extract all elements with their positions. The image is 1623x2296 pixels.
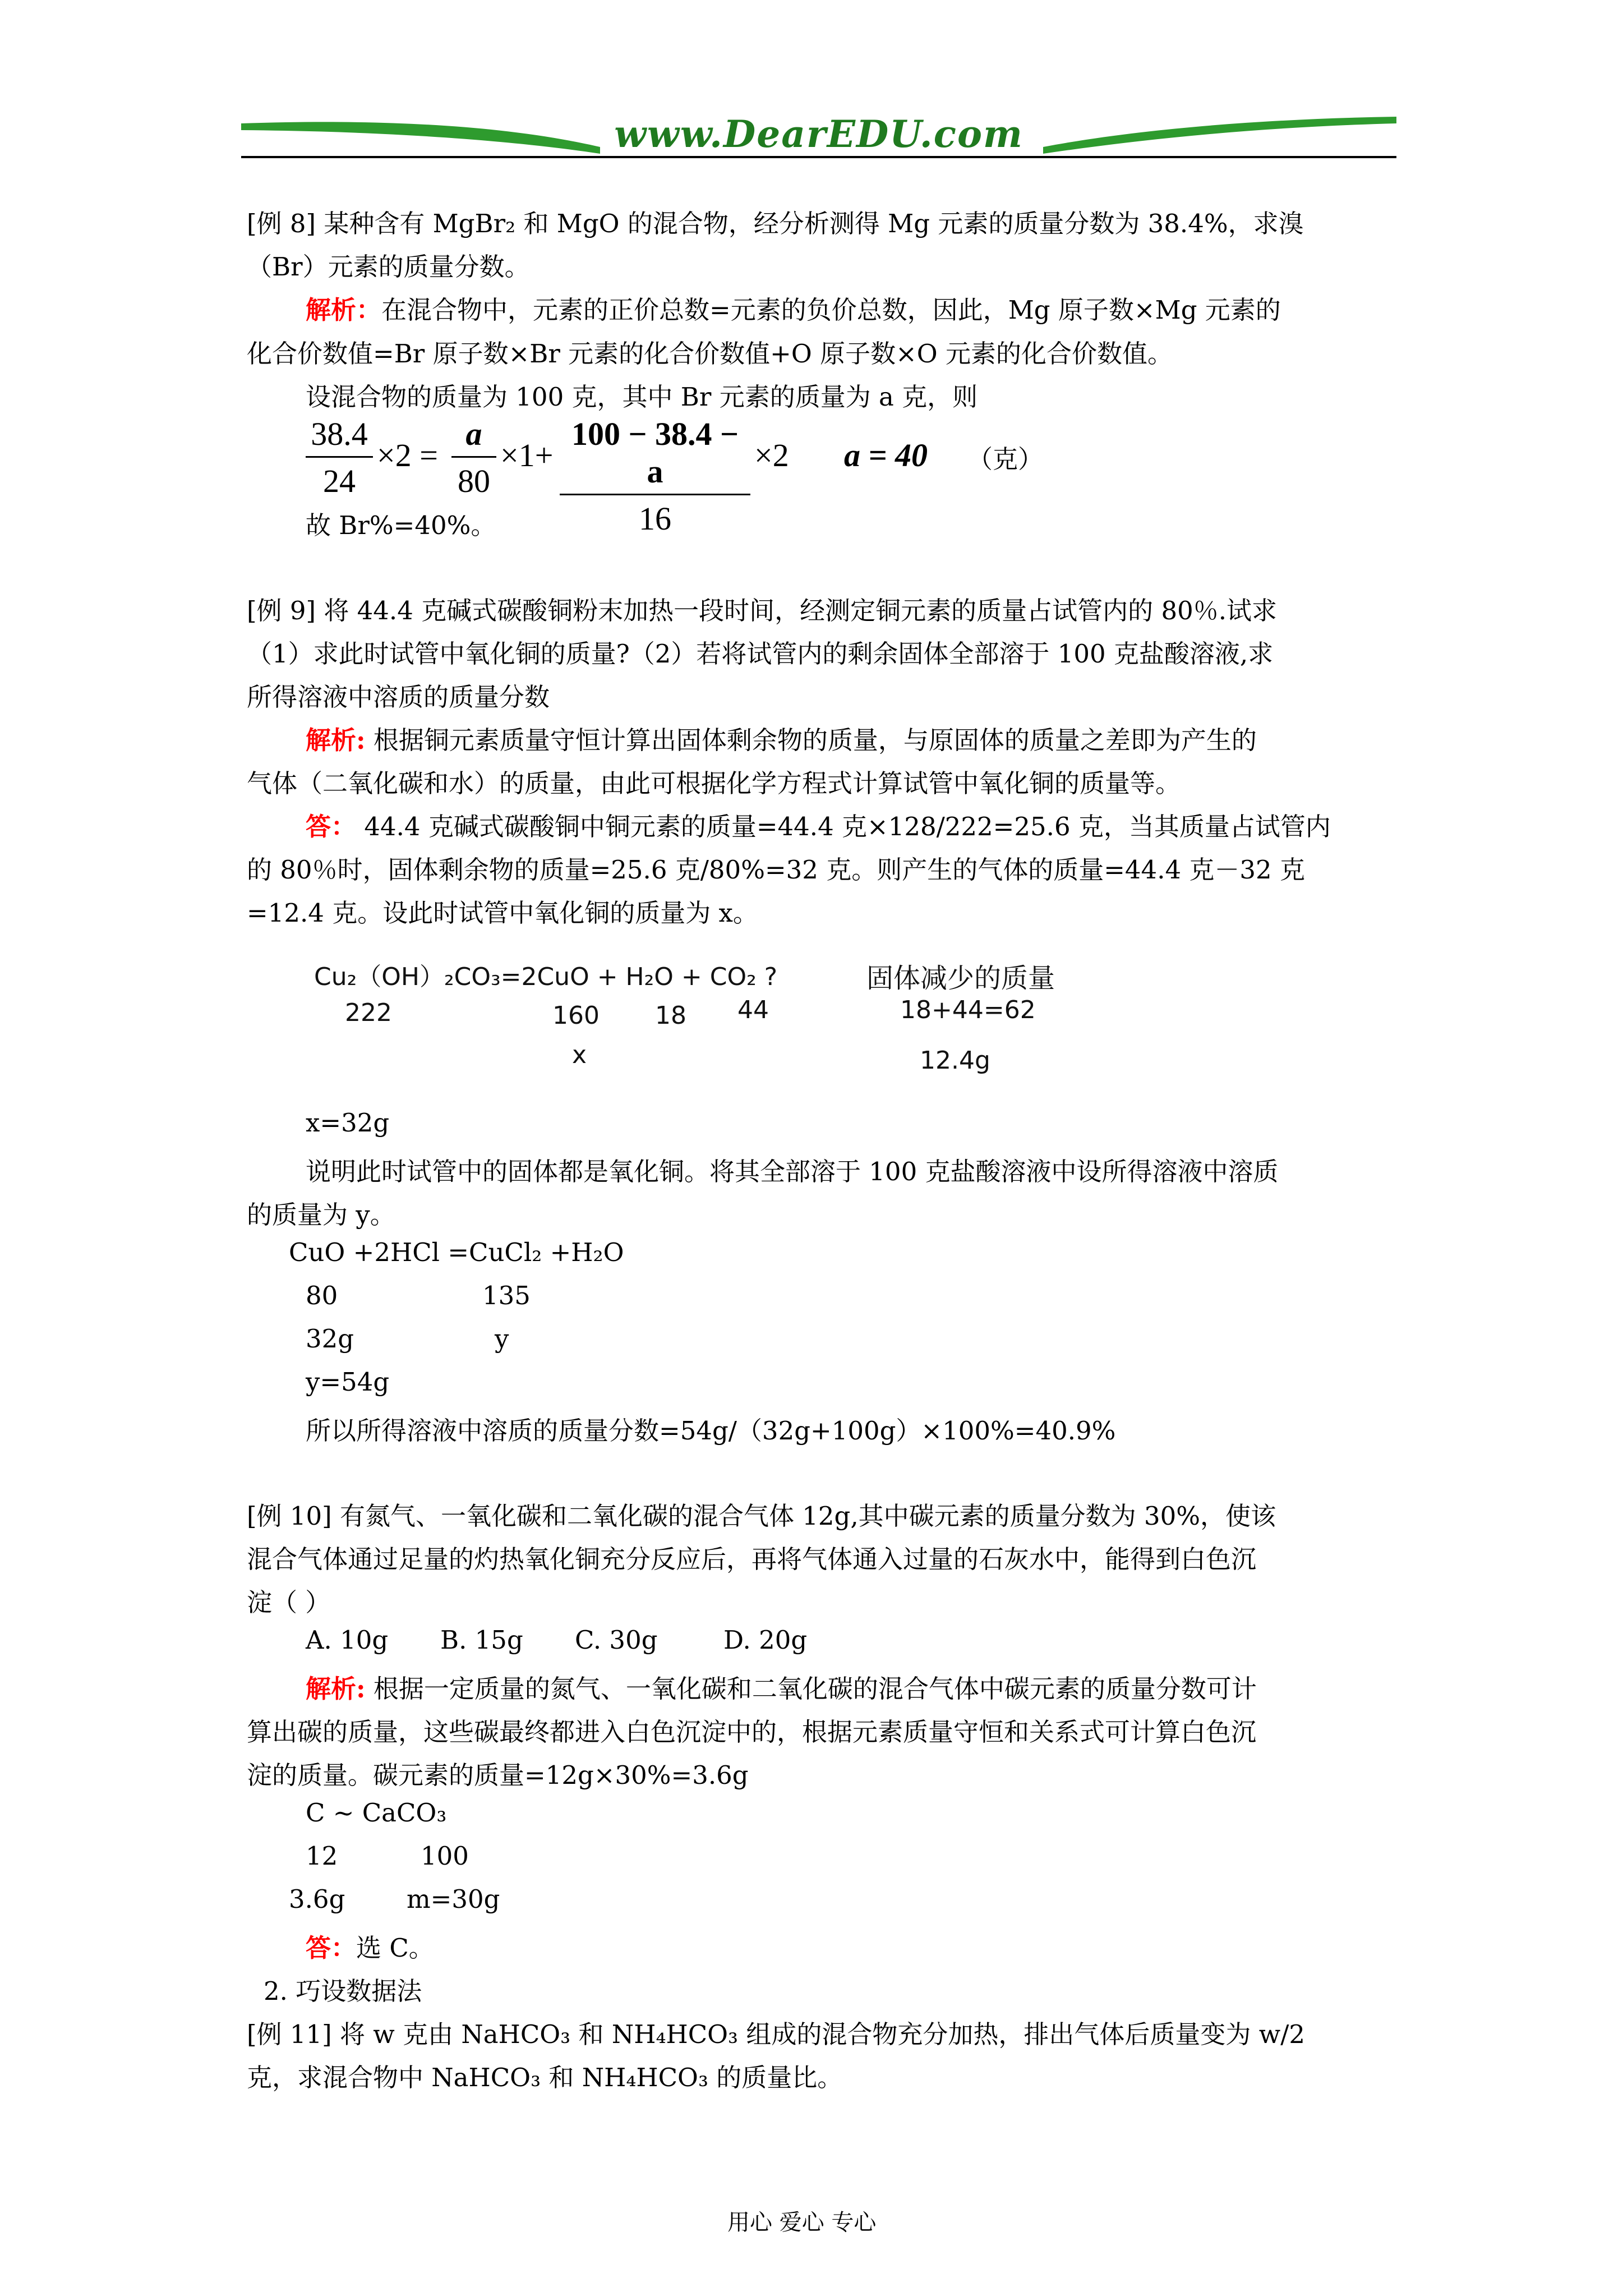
ex10-answer: [306, 1927, 434, 1964]
ex9-question-line3: 所得溶液中溶质的质量分数: [247, 682, 550, 712]
ex10-question-line2: 混合气体通过足量的灼热氧化铜充分反应后，再将气体通入过量的石灰水中，能得到白色沉: [247, 1544, 1257, 1574]
ex10-relation: C ~ CaCO₃: [306, 1798, 447, 1828]
ex8-question-line2: （Br）元素的质量分数。: [247, 252, 530, 282]
ex10-rel-value1: 3.6g: [289, 1884, 345, 1914]
header-rule: [241, 156, 1396, 158]
fraction-numerator: a: [465, 416, 482, 452]
option-b: B. 15g: [440, 1625, 523, 1655]
ex9-analysis-text: 根据铜元素质量守恒计算出固体剩余物的质量，与原固体的质量之差即为产生的: [365, 725, 1257, 755]
ex10-analysis-text: 根据一定质量的氮气、一氧化碳和二氧化碳的混合气体中碳元素的质量分数可计: [365, 1674, 1257, 1704]
ex10-question-line1: [例 10] 有氮气、一氧化碳和二氧化碳的混合气体 12g,其中碳元素的质量分数为 30%，使该: [247, 1501, 1276, 1531]
ex10-analysis-line1: [306, 1668, 1257, 1705]
ex10-rel-value2: m=30g: [407, 1884, 500, 1914]
ex9-question-line1: [例 9] 将 44.4 克碱式碳酸铜粉末加热一段时间，经测定铜元素的质量占试管内的 80％.试求: [247, 596, 1278, 625]
ex11-question-line1: [例 11] 将 w 克由 NaHCO₃ 和 NH₄HCO₃ 组成的混合物充分加热，排出气体后质量变为 w/2: [247, 2019, 1306, 2049]
molar-mass: 160: [552, 1001, 600, 1030]
unknown-x: x: [572, 1041, 587, 1069]
fraction-a-over-80: [451, 415, 496, 500]
mass-loss-label: 固体减少的质量: [866, 963, 1055, 994]
ex9-equation2: CuO +2HCl =CuCl₂ +H₂O: [289, 1237, 624, 1267]
answer-label: 答：: [306, 1933, 357, 1963]
ex9-eq2-value1: 32g: [306, 1324, 354, 1354]
ex9-answer-text: 44.4 克碱式碳酸铜中铜元素的质量=44.4 克×128/222=25.6 克，当其质量占试管内: [356, 812, 1331, 841]
ex10-analysis-line3: 淀的质量。碳元素的质量=12g×30%=3.6g: [247, 1760, 749, 1790]
option-a: A. 10g: [306, 1625, 389, 1655]
formula-unit: （克）: [967, 444, 1044, 474]
ex9-answer-line1: [306, 806, 1331, 843]
fraction-denominator: 16: [639, 500, 671, 537]
header-logo: www.DearEDU.com: [614, 112, 1023, 156]
analysis-label: 解析:: [306, 725, 366, 755]
fraction-denominator: 80: [458, 463, 490, 499]
mass-sum: 18+44=62: [900, 996, 1036, 1024]
ex10-answer-text: 选 C。: [356, 1933, 434, 1963]
ex9-eq2-mass2: 135: [482, 1281, 531, 1310]
ex9-answer-line3: =12.4 克。设此时试管中氧化铜的质量为 x。: [247, 898, 758, 928]
ex8-analysis-text: 在混合物中，元素的正价总数=元素的负价总数，因此，Mg 原子数×Mg 元素的: [381, 295, 1281, 325]
ex8-analysis-line1: [306, 289, 1281, 326]
molar-mass: 44: [737, 996, 769, 1024]
fraction-numerator: 38.4: [311, 416, 368, 452]
ex10-rel-mass2: 100: [421, 1841, 469, 1871]
ex8-conclusion: 故 Br%=40%。: [306, 510, 496, 540]
ex8-analysis-line2: 化合价数值=Br 原子数×Br 元素的化合价数值+O 原子数×O 元素的化合价数值。: [247, 339, 1173, 369]
molar-mass: 222: [345, 999, 392, 1027]
ex9-y-result: y=54g: [306, 1367, 390, 1397]
ex8-question-line1: [例 8] 某种含有 MgBr₂ 和 MgO 的混合物，经分析测得 Mg 元素的质量分数为 38.4%，求溴: [247, 209, 1304, 238]
mass-loss-value: 12.4g: [920, 1046, 990, 1075]
ex9-explain-line1: 说明此时试管中的固体都是氧化铜。将其全部溶于 100 克盐酸溶液中设所得溶液中溶质: [306, 1157, 1279, 1186]
molar-mass: 18: [655, 1001, 686, 1030]
ex9-answer-line2: 的 80％时，固体剩余物的质量=25.6 克/80%=32 克。则产生的气体的质量=44.4 克－32 克: [247, 855, 1305, 885]
ex8-setup: 设混合物的质量为 100 克，其中 Br 元素的质量为 a 克，则: [306, 382, 978, 412]
ex10-analysis-line2: 算出碳的质量，这些碳最终都进入白色沉淀中的，根据元素质量守恒和关系式可计算白色沉: [247, 1717, 1257, 1747]
option-d: D. 20g: [723, 1625, 808, 1655]
ex9-eq2-value2: y: [495, 1324, 509, 1354]
ex10-question-line3: 淀（ ）: [247, 1588, 331, 1617]
ex9-final: 所以所得溶液中溶质的质量分数=54g/（32g+100g）×100%=40.9%: [306, 1416, 1116, 1446]
formula-result: a = 40: [844, 437, 928, 473]
analysis-label: 解析：: [306, 295, 382, 325]
ex9-eq2-mass1: 80: [306, 1281, 338, 1310]
answer-label: 答：: [306, 812, 357, 841]
ex9-analysis-line1: [306, 720, 1257, 756]
formula-term: ×2 =: [377, 437, 438, 473]
ex11-question-line2: 克，求混合物中 NaHCO₃ 和 NH₄HCO₃ 的质量比。: [247, 2063, 843, 2092]
ex10-rel-mass1: 12: [306, 1841, 338, 1871]
page-header: [241, 107, 1396, 168]
section-heading: 2. 巧设数据法: [264, 1976, 422, 2006]
formula-term: ×2: [754, 437, 789, 473]
ex9-question-line2: （1）求此时试管中氧化铜的质量?（2）若将试管内的剩余固体全部溶于 100 克盐酸溶液,求: [247, 639, 1274, 669]
reaction-equation: Cu₂（OH）₂CO₃=2CuO + H₂O + CO₂ ?: [314, 963, 778, 991]
fraction-38.4-over-24: [306, 415, 373, 500]
option-c: C. 30g: [575, 1625, 658, 1655]
page-footer: 用心 爱心 专心: [727, 2210, 877, 2235]
fraction-numerator: 100 − 38.4 − a: [571, 416, 739, 490]
ex9-explain-line2: 的质量为 y。: [247, 1200, 395, 1230]
fraction-remaining-over-16: [560, 415, 750, 537]
ex9-x-result: x=32g: [306, 1108, 390, 1138]
formula-term: ×1+: [500, 437, 554, 473]
analysis-label: 解析:: [306, 1674, 366, 1704]
ex9-analysis-line2: 气体（二氧化碳和水）的质量，由此可根据化学方程式计算试管中氧化铜的质量等。: [247, 769, 1181, 798]
fraction-denominator: 24: [323, 463, 356, 499]
